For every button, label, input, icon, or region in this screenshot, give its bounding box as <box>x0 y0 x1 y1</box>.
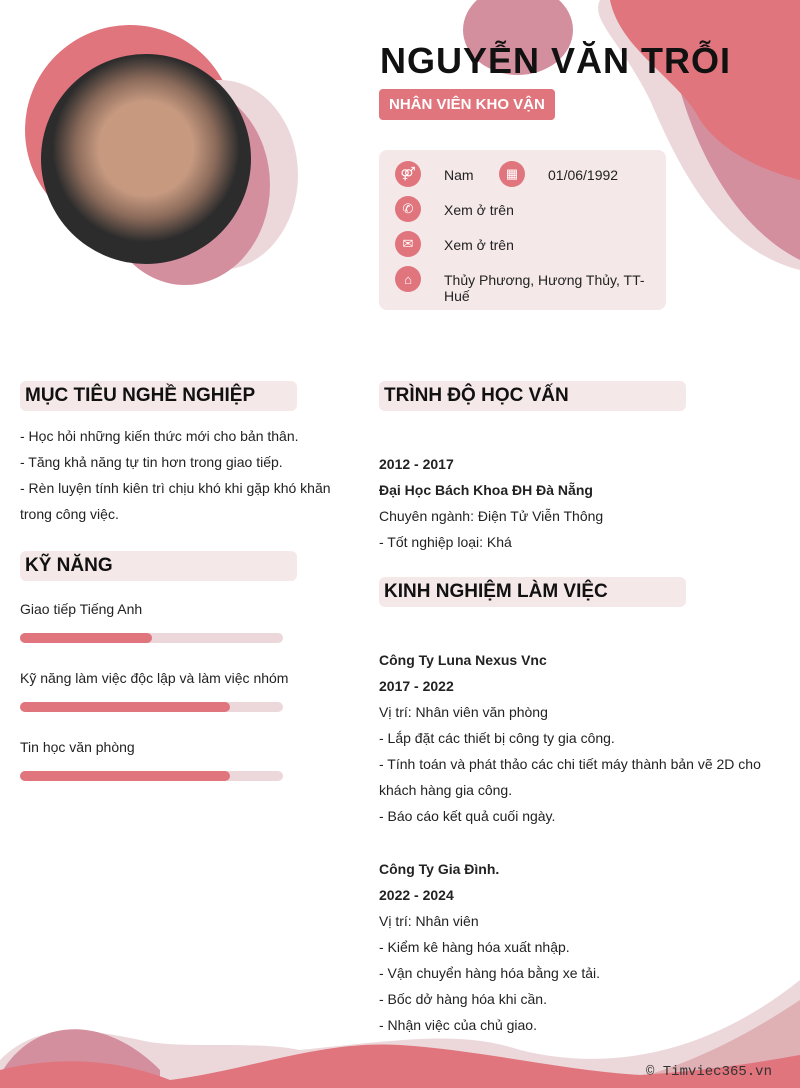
phone-icon: ✆ <box>395 196 421 222</box>
skill-name: Giao tiếp Tiếng Anh <box>20 601 143 617</box>
job-line: Vị trí: Nhân viên <box>379 913 479 929</box>
section-skills-title: KỸ NĂNG <box>20 551 297 581</box>
job-line: - Báo cáo kết quả cuối ngày. <box>379 808 556 824</box>
section-experience-title: KINH NGHIỆM LÀM VIỆC <box>379 577 686 607</box>
skill-bar-fill <box>20 633 152 643</box>
contact-info-card <box>379 150 666 310</box>
skill-bar-fill <box>20 702 230 712</box>
job-line: - Kiểm kê hàng hóa xuất nhập. <box>379 939 570 955</box>
education-period: 2012 - 2017 <box>379 456 454 472</box>
watermark: © Timviec365.vn <box>645 1064 772 1080</box>
job-line: - Lắp đặt các thiết bị công ty gia công. <box>379 730 615 746</box>
skill-bar <box>20 633 283 643</box>
profile-photo <box>41 54 251 264</box>
job-company: Công Ty Gia Đình. <box>379 861 500 877</box>
skill-name: Tin học văn phòng <box>20 739 135 755</box>
education-block <box>379 451 603 555</box>
objective-line: - Tăng khả năng tự tin hơn trong giao tiếp. <box>20 454 283 470</box>
job-line: khách hàng gia công. <box>379 782 513 798</box>
phone-value: Xem ở trên <box>444 202 514 218</box>
objective-text <box>20 423 331 527</box>
education-major: Chuyên ngành: Điện Tử Viễn Thông <box>379 508 604 524</box>
job-title-badge: NHÂN VIÊN KHO VẬN <box>379 89 555 120</box>
job-line: - Vận chuyển hàng hóa bằng xe tải. <box>379 965 601 981</box>
job-period: 2017 - 2022 <box>379 678 454 694</box>
skill-bar <box>20 771 283 781</box>
skill-name: Kỹ năng làm việc độc lập và làm việc nhóm <box>20 670 289 686</box>
email-value: Xem ở trên <box>444 237 514 253</box>
objective-line: trong công việc. <box>20 506 119 522</box>
job-line: - Tính toán và phát thảo các chi tiết máy thành bản vẽ 2D cho <box>379 756 761 772</box>
skill-bar <box>20 702 283 712</box>
objective-line: - Học hỏi những kiến thức mới cho bản thân. <box>20 428 299 444</box>
job-line: Vị trí: Nhân viên văn phòng <box>379 704 548 720</box>
education-grade: - Tốt nghiệp loại: Khá <box>379 534 512 550</box>
skill-bar-fill <box>20 771 230 781</box>
job-line: - Nhận việc của chủ giao. <box>379 1017 537 1033</box>
gender-icon: ⚤ <box>395 161 421 187</box>
calendar-icon: ▦ <box>499 161 525 187</box>
address-value: Thủy Phương, Hương Thủy, TT-Huế <box>444 272 645 304</box>
section-objective-title: MỤC TIÊU NGHỀ NGHIỆP <box>20 381 297 411</box>
job-period: 2022 - 2024 <box>379 887 454 903</box>
experience-job <box>379 647 761 829</box>
job-line: - Bốc dở hàng hóa khi cần. <box>379 991 547 1007</box>
birthdate-value: 01/06/1992 <box>548 167 619 183</box>
email-icon: ✉ <box>395 231 421 257</box>
candidate-name: NGUYỄN VĂN TRỖI <box>380 40 732 81</box>
experience-job <box>379 856 600 1038</box>
job-company: Công Ty Luna Nexus Vnc <box>379 652 547 668</box>
gender-value: Nam <box>444 167 474 183</box>
objective-line: - Rèn luyện tính kiên trì chịu khó khi gặp khó khăn <box>20 480 331 496</box>
education-school: Đại Học Bách Khoa ĐH Đà Nẵng <box>379 482 593 498</box>
home-icon: ⌂ <box>395 266 421 292</box>
section-education-title: TRÌNH ĐỘ HỌC VẤN <box>379 381 686 411</box>
